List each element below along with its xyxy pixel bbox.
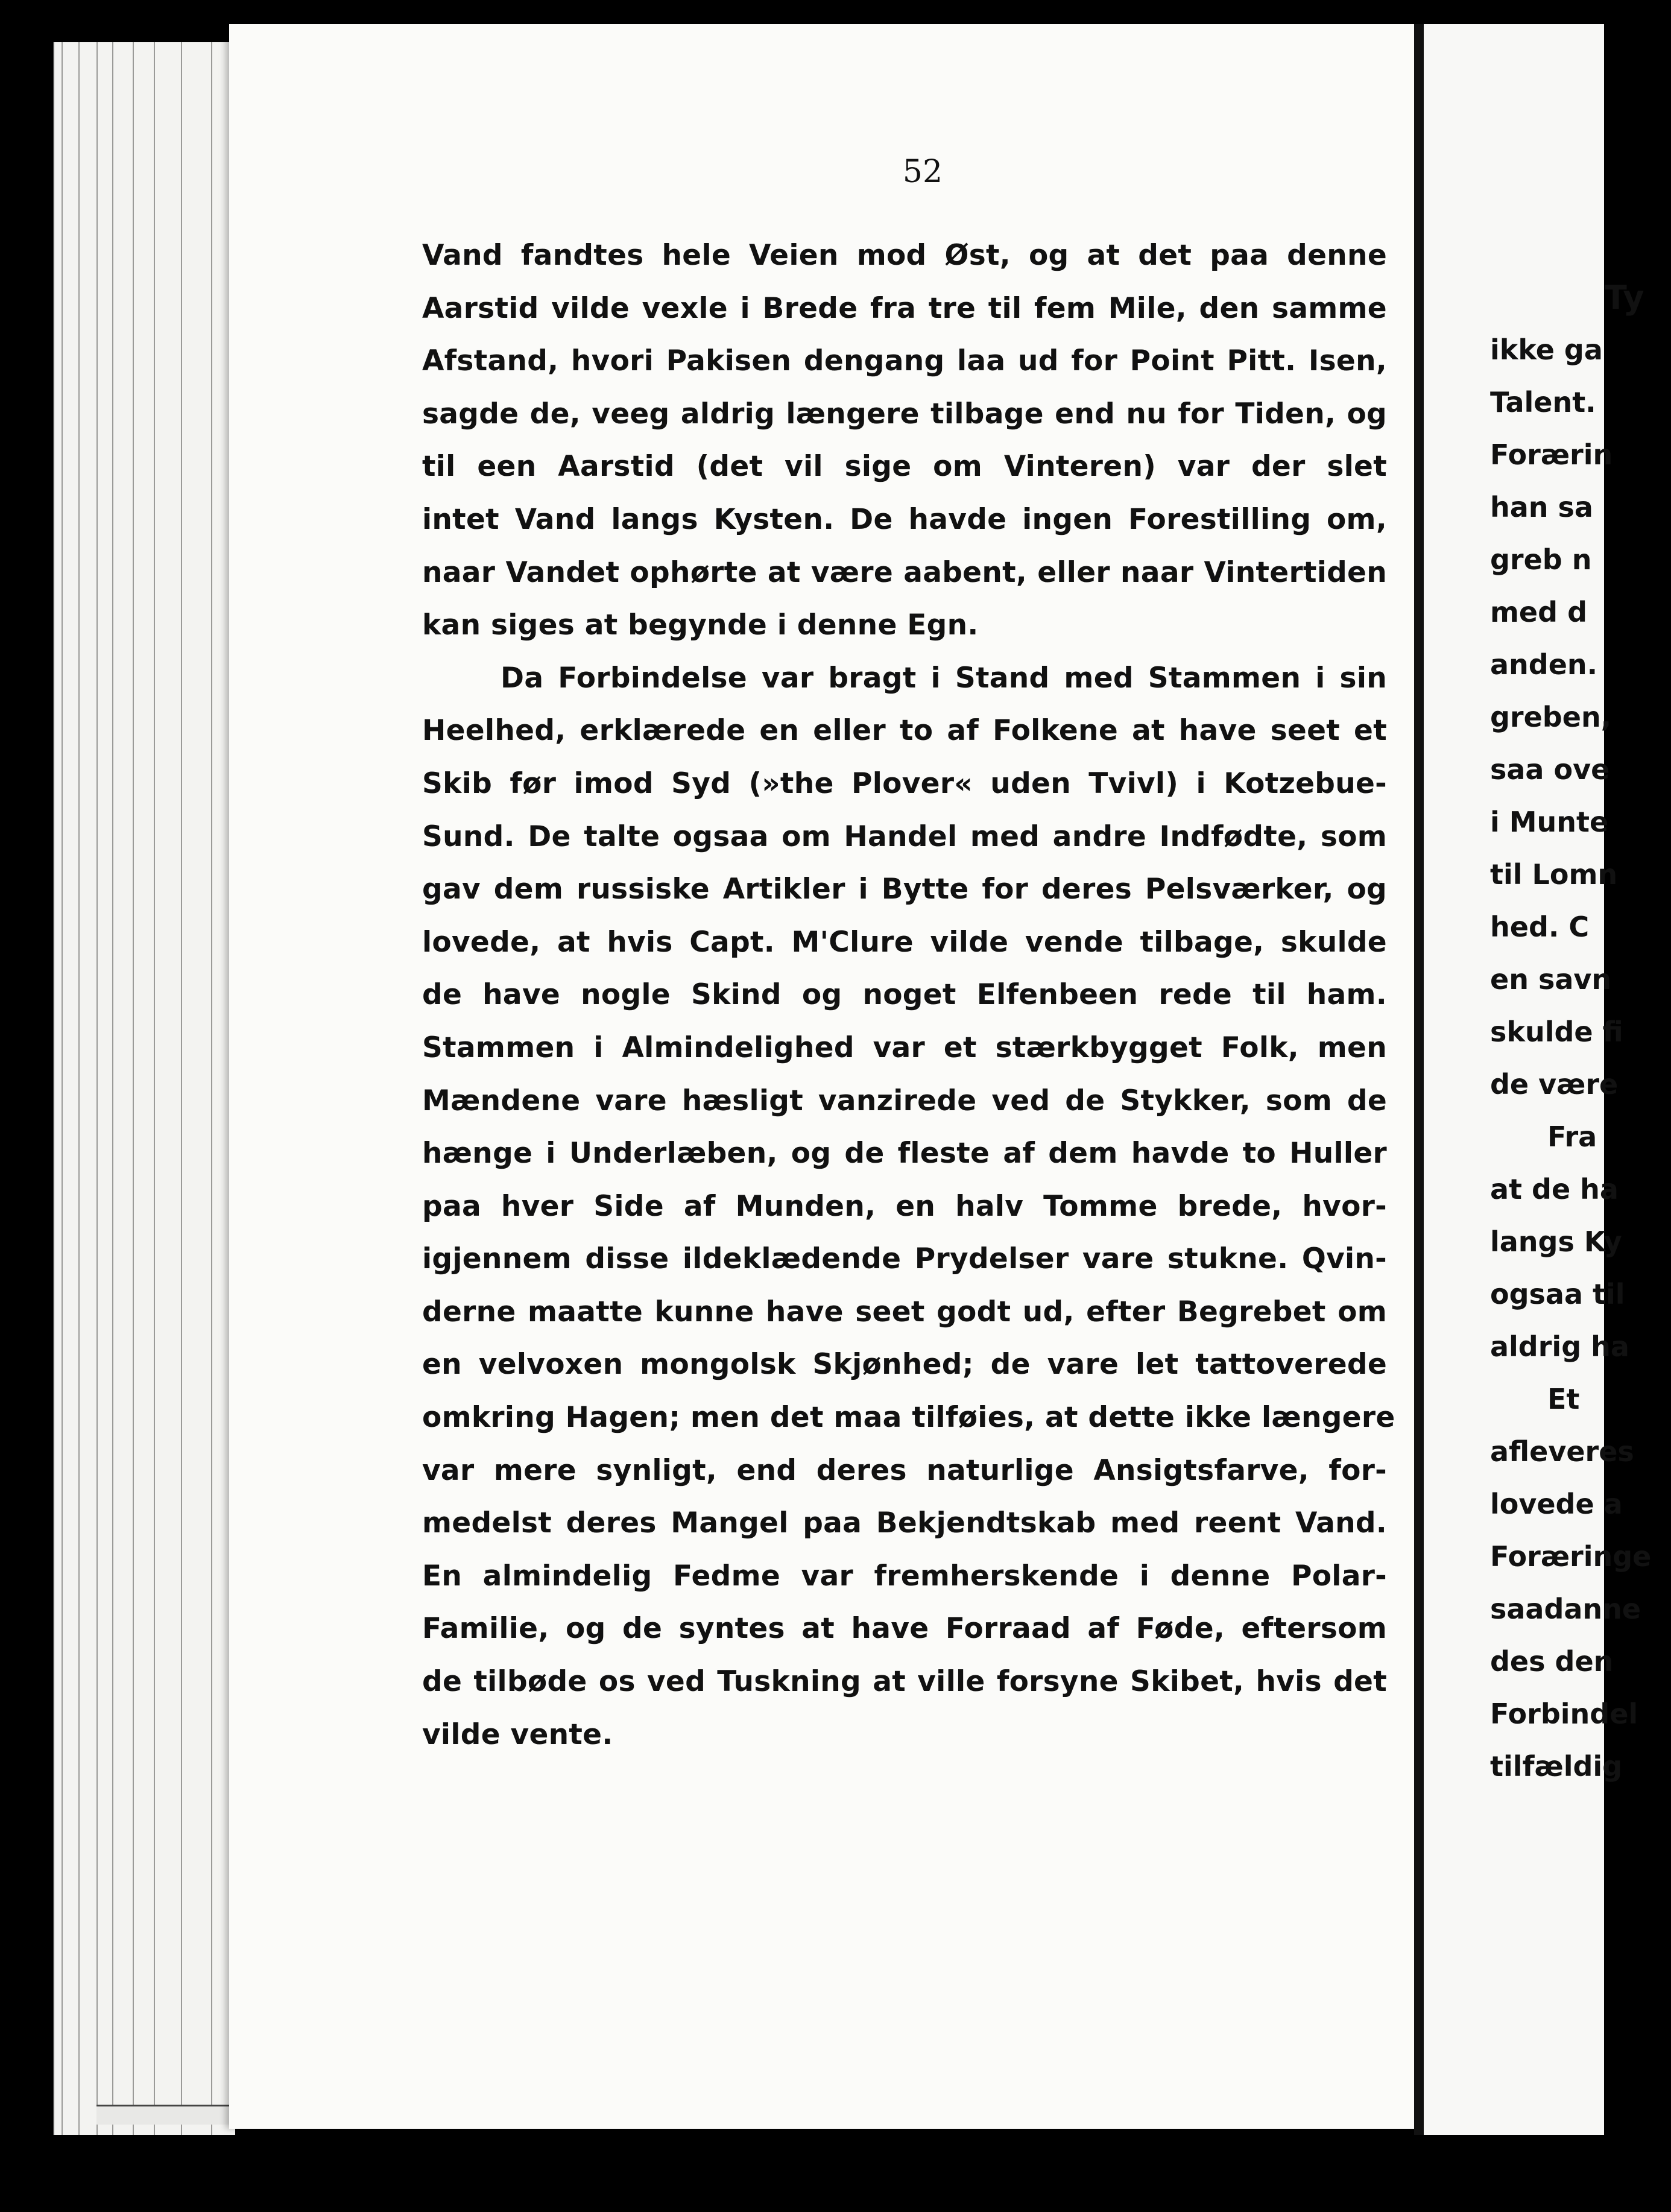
text-line: En almindelig Fedme var fremherskende i denne Polar- [422,1559,1387,1593]
text-line: igjennem disse ildeklædende Prydelser vare stukne. Qvin- [422,1242,1387,1276]
right-page-line: i Munte [1490,806,1609,838]
right-page-line: en savn [1490,963,1612,996]
right-page-line: greb n [1490,543,1592,576]
right-page-line: saadanne [1490,1593,1641,1625]
right-page-line: ikke ga [1490,333,1603,366]
text-line: paa hver Side af Munden, en halv Tomme brede, hvor- [422,1189,1387,1223]
right-page [1424,24,1652,2135]
right-page-line: tilfældig [1490,1750,1623,1783]
text-line: sagde de, veeg aldrig længere tilbage end nu for Tiden, og [422,397,1387,431]
page-number: 52 [902,154,943,190]
right-page-line: Ty [1605,279,1644,317]
right-page-line: ogsaa til [1490,1278,1625,1310]
body-text [422,229,1395,1761]
text-line: omkring Hagen; men det maa tilføies, at dette ikke længere [422,1401,1395,1435]
text-line: de have nogle Skind og noget Elfenbeen rede til ham. [422,978,1387,1012]
right-page-line: lovede a [1490,1488,1623,1520]
text-line: medelst deres Mangel paa Bekjendtskab med reent Vand. [422,1506,1387,1540]
text-line: Stammen i Almindelighed var et stærkbygget Folk, men [422,1031,1387,1064]
right-page-line: Forærin [1490,438,1613,471]
text-line: Vand fandtes hele Veien mod Øst, og at det paa denne [422,239,1387,272]
right-page-line: aldrig ha [1490,1330,1629,1363]
right-page-line: til Lomn [1490,858,1618,891]
text-line: lovede, at hvis Capt. M'Clure vilde vende tilbage, skulde [422,925,1387,959]
right-page-line: Fra [1547,1120,1597,1153]
right-page-line: han sa [1490,491,1593,523]
text-line: Skib før imod Syd (»the Plover« uden Tvivl) i Kotzebue- [422,766,1387,800]
right-page-line: de være [1490,1068,1619,1101]
right-page-line: Foræringe [1490,1540,1652,1573]
right-page-line: Et [1547,1383,1580,1415]
book-gutter [1414,24,1424,2135]
right-page-line: at de ha [1490,1173,1619,1206]
right-page-line: med d [1490,596,1587,628]
right-page-line: skulde fi [1490,1016,1623,1048]
text-line: naar Vandet ophørte at være aabent, eller naar Vintertiden [422,555,1387,589]
text-line: Heelhed, erklærede en eller to af Folkene at have seet et [422,714,1387,748]
text-line: Mændene vare hæsligt vanzirede ved de Stykker, som de [422,1084,1387,1117]
right-page-line: afleveres [1490,1435,1634,1468]
text-line: gav dem russiske Artikler i Bytte for deres Pelsværker, og [422,873,1387,906]
text-line: de tilbøde os ved Tuskning at ville forsyne Skibet, hvis det [422,1665,1387,1699]
text-line: intet Vand langs Kysten. De havde ingen Forestilling om, [422,502,1387,536]
page-stack-edges [53,42,235,2135]
right-page-line: langs Ky [1490,1225,1622,1258]
text-line: Da Forbindelse var bragt i Stand med Stammen i sin [501,661,1387,695]
right-page-line: Talent. [1490,386,1596,419]
text-line: kan siges at begynde i denne Egn. [422,608,979,642]
right-page-text [1490,271,1671,1793]
right-page-line: greben, [1490,701,1612,733]
right-page-line: saa ove [1490,753,1610,786]
text-line: Familie, og de syntes at have Forraad af Føde, eftersom [422,1612,1387,1646]
text-line: vilde vente. [422,1717,613,1751]
text-line: Aarstid vilde vexle i Brede fra tre til fem Mile, den samme [422,291,1387,325]
text-line: Afstand, hvori Pakisen dengang laa ud for Point Pitt. Isen, [422,344,1387,378]
right-page-line: Forbindel [1490,1698,1638,1730]
right-page-line: hed. C [1490,911,1590,943]
text-line: hænge i Underlæben, og de fleste af dem havde to Huller [422,1137,1387,1171]
text-line: Sund. De talte ogsaa om Handel med andre Indfødte, som [422,820,1387,853]
text-line: en velvoxen mongolsk Skjønhed; de vare let tattoverede [422,1348,1387,1382]
text-line: derne maatte kunne have seet godt ud, efter Begrebet om [422,1295,1387,1329]
text-line: til een Aarstid (det vil sige om Vinteren) var der slet [422,450,1387,484]
text-line: var mere synligt, end deres naturlige Ansigtsfarve, for- [422,1453,1387,1487]
right-page-line: des den [1490,1645,1614,1678]
right-page-line: anden. [1490,648,1598,681]
